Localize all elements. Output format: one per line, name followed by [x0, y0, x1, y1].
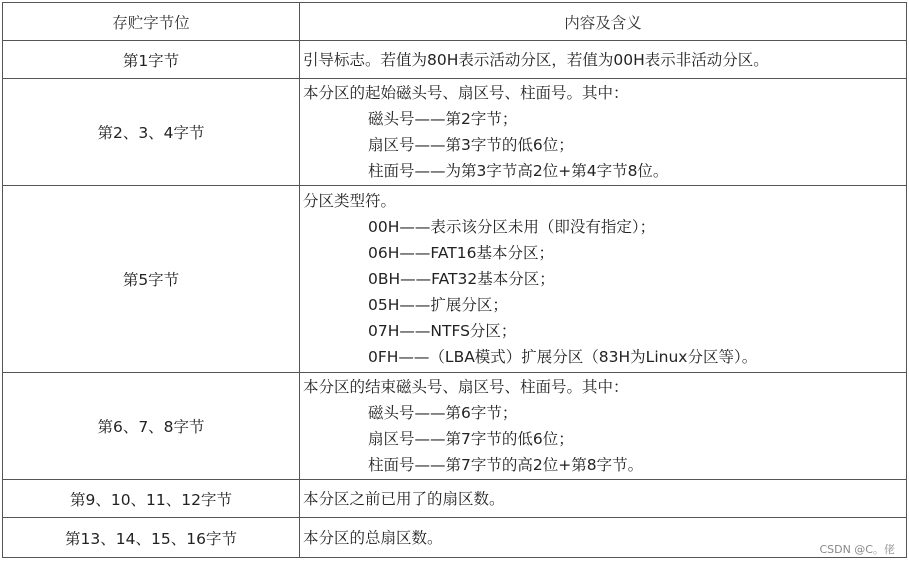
- meaning-line: 本分区的结束磁头号、扇区号、柱面号。其中：: [303, 378, 629, 396]
- meaning-line: 05H——扩展分区；: [368, 296, 508, 314]
- header-byte-position: 存贮字节位: [3, 3, 300, 41]
- meaning-line: 本分区的总扇区数。: [303, 528, 443, 547]
- meaning-cell: [300, 79, 907, 186]
- meaning-line: 柱面号——为第3字节高2位+第4字节8位。: [368, 162, 669, 180]
- meaning-cell: [300, 373, 907, 480]
- byte-position-cell: 第6、7、8字节: [3, 373, 300, 480]
- meaning-line: 本分区之前已用了的扇区数。: [303, 489, 505, 508]
- meaning-line: 扇区号——第7字节的低6位；: [368, 430, 574, 448]
- byte-position-cell: 第9、10、11、12字节: [3, 480, 300, 518]
- table-row: [3, 518, 907, 558]
- meaning-line: 0FH——（LBA模式）扩展分区（83H为Linux分区等）。: [368, 348, 758, 366]
- byte-position-cell: 第5字节: [3, 186, 300, 373]
- meaning-line: 本分区的起始磁头号、扇区号、柱面号。其中：: [303, 84, 629, 102]
- header-content-meaning: 内容及含义: [300, 3, 907, 41]
- table-row: [3, 41, 907, 79]
- meaning-line: 0BH——FAT32基本分区；: [368, 270, 555, 288]
- meaning-line: 磁头号——第2字节；: [368, 110, 518, 128]
- meaning-cell: [300, 186, 907, 373]
- table-row: [3, 480, 907, 518]
- meaning-line: 分区类型符。: [303, 192, 397, 210]
- meaning-line: 磁头号——第6字节；: [368, 404, 518, 422]
- byte-position-cell: 第13、14、15、16字节: [3, 518, 300, 558]
- table-header-row: [3, 3, 907, 41]
- byte-position-cell: 第1字节: [3, 41, 300, 79]
- meaning-line: 00H——表示该分区未用（即没有指定）；: [368, 218, 656, 236]
- table-row: [3, 373, 907, 480]
- partition-entry-table: [2, 2, 907, 558]
- meaning-cell: [300, 518, 907, 558]
- meaning-line: 柱面号——第7字节的高2位+第8字节。: [368, 456, 644, 474]
- meaning-line: 06H——FAT16基本分区；: [368, 244, 554, 262]
- meaning-cell: [300, 41, 907, 79]
- byte-position-cell: 第2、3、4字节: [3, 79, 300, 186]
- meaning-line: 07H——NTFS分区；: [368, 322, 517, 340]
- watermark-text: CSDN @C。佬: [819, 543, 895, 556]
- meaning-cell: [300, 480, 907, 518]
- meaning-line: 扇区号——第3字节的低6位；: [368, 136, 574, 154]
- table-row: [3, 186, 907, 373]
- meaning-line: 引导标志。若值为80H表示活动分区，若值为00H表示非活动分区。: [303, 50, 769, 69]
- table-row: [3, 79, 907, 186]
